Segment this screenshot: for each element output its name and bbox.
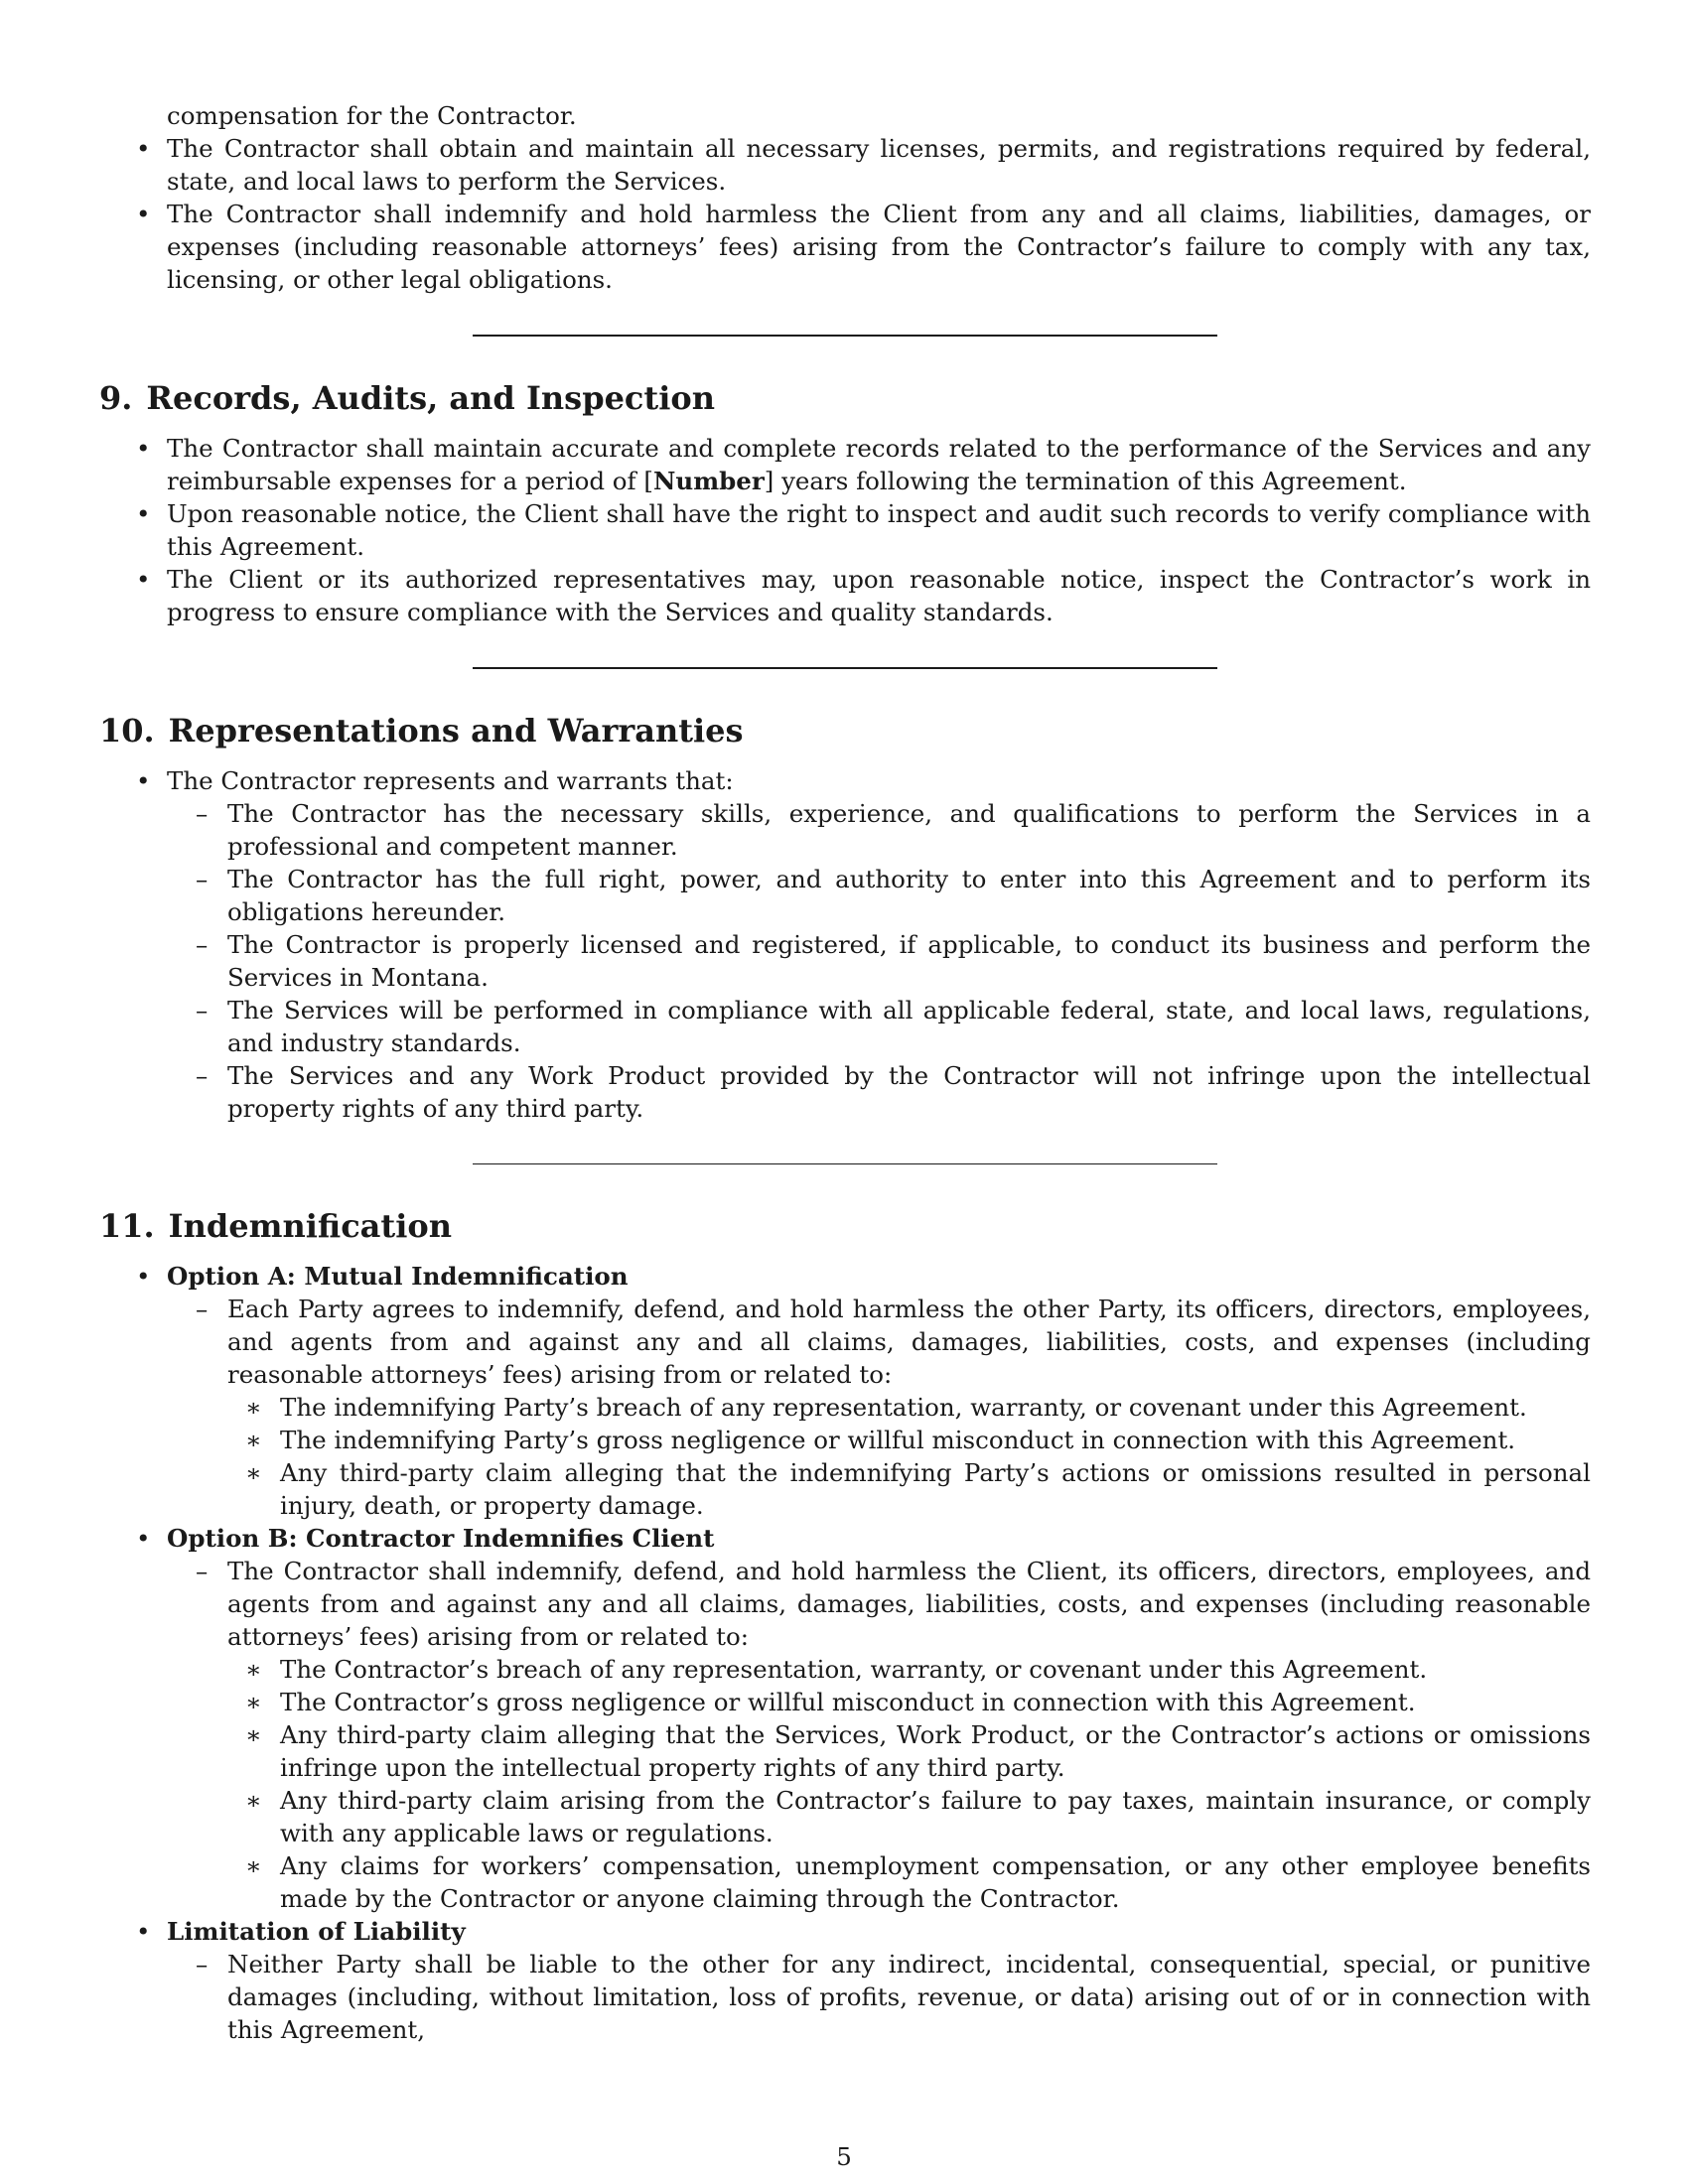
intro-bullet-list	[99, 132, 1591, 296]
subsublist-item: ∗ The indemnifying Party’s breach of any representation, warranty, or covenant under this Agreement.	[245, 1393, 1527, 1422]
subsublist-item: ∗ The Contractor’s breach of any representation, warranty, or covenant under this Agreement.	[245, 1655, 1428, 1684]
list-item: • The Contractor shall indemnify and hold harmless the Client from any and all claims, liabilities, damages, or expenses (including reasonable attorneys’ fees) arising from the Contractor’s failure to comply with any tax, licensing, or other legal obligations.	[136, 200, 1591, 294]
section-10-list	[99, 764, 1591, 1125]
asterisk-icon: ∗	[245, 1786, 262, 1815]
option-b-subsublist	[227, 1653, 1591, 1915]
bullet-icon: •	[136, 134, 151, 163]
sublist-item: – Neither Party shall be liable to the other for any indirect, incidental, consequential, special, or punitive damages (including, without limitation, loss of profits, revenue, or data) arising out of or in connection with this Agreement,	[196, 1950, 1591, 2044]
option-a-heading: Option A: Mutual Indemnification	[167, 1262, 629, 1291]
sublist-item: – Each Party agrees to indemnify, defend, and hold harmless the other Party, its officers, directors, employees, and agents from and against any and all claims, damages, liabilities, costs, and expenses (including reasonable attorneys’ fees) arising from or related to: ∗ The indemnifying Party’s breach of any representation, warranty, or covenant under this Agreement. ∗ The indemnifying Party’s gross negligence or willful misconduct in connection with this Agreement. ∗ Any third-party claim alleging that the indemnifying Party’s actions or omissions resulted in personal injury, death, or property damage.	[196, 1295, 1591, 1520]
limitation-heading: Limitation of Liability	[167, 1917, 466, 1946]
asterisk-icon: ∗	[245, 1720, 262, 1749]
section-9-list	[99, 432, 1591, 628]
asterisk-icon: ∗	[245, 1851, 262, 1880]
bullet-icon: •	[136, 499, 151, 528]
subsublist-item: ∗ Any third-party claim alleging that the Services, Work Product, or the Contractor’s actions or omissions infringe upon the intellectual property rights of any third party.	[245, 1720, 1591, 1782]
dash-icon: –	[196, 996, 209, 1024]
list-item: • The Client or its authorized representatives may, upon reasonable notice, inspect the Contractor’s work in progress to ensure compliance with the Services and quality standards.	[136, 565, 1591, 626]
sublist-item: – The Services will be performed in compliance with all applicable federal, state, and local laws, regulations, and industry standards.	[196, 996, 1591, 1057]
sublist-item: – The Contractor is properly licensed and registered, if applicable, to conduct its business and perform the Services in Montana.	[196, 930, 1591, 992]
section-divider	[473, 667, 1217, 669]
list-item: • The Contractor represents and warrants that: – The Contractor has the necessary skills, experience, and qualifications to perform the Services in a professional and competent manner. – The Contractor has the full right, power, and authority to enter into this Agreement and to perform its obligations hereunder. – The Contractor is properly licensed and registered, if applicable, to conduct its business and perform the Services in Montana. – The Services will be performed in compliance with all applicable federal, state, and local laws, regulations, and industry standards. – The Services and any Work Product provided by the Contractor will not infringe upon the intellectual property rights of any third party.	[136, 766, 1591, 1123]
asterisk-icon: ∗	[245, 1393, 262, 1422]
list-item: • Upon reasonable notice, the Client shall have the right to inspect and audit such records to verify compliance with this Agreement.	[136, 499, 1591, 561]
section-heading-11: 11. Indemnification	[99, 1207, 452, 1245]
dash-icon: –	[196, 1295, 209, 1323]
warranty-sublist	[167, 797, 1591, 1125]
sublist-item: – The Contractor has the necessary skills, experience, and qualifications to perform the Services in a professional and competent manner.	[196, 799, 1591, 861]
option-b-heading: Option B: Contractor Indemnifies Client	[167, 1524, 715, 1553]
dash-icon: –	[196, 865, 209, 893]
list-item: • The Contractor shall obtain and maintain all necessary licenses, permits, and registrations required by federal, state, and local laws to perform the Services.	[136, 134, 1591, 196]
section-divider	[473, 1163, 1217, 1164]
subsublist-item: ∗ Any third-party claim alleging that the indemnifying Party’s actions or omissions resulted in personal injury, death, or property damage.	[245, 1458, 1591, 1520]
section-11-list	[99, 1260, 1591, 2046]
continued-text: compensation for the Contractor.	[167, 101, 577, 130]
bullet-icon: •	[136, 1917, 151, 1946]
option-b-sublist	[167, 1555, 1591, 1915]
asterisk-icon: ∗	[245, 1426, 262, 1454]
sublist-item: – The Services and any Work Product provided by the Contractor will not infringe upon the intellectual property rights of any third party.	[196, 1061, 1591, 1123]
section-heading-10: 10. Representations and Warranties	[99, 712, 744, 750]
bullet-icon: •	[136, 434, 151, 463]
bullet-icon: •	[136, 1262, 151, 1291]
page-content	[99, 99, 1591, 2046]
bullet-icon: •	[136, 200, 151, 228]
dash-icon: –	[196, 1950, 209, 1979]
placeholder-number: Number	[652, 467, 765, 495]
page-number: 5	[836, 2142, 852, 2171]
option-a-subsublist	[227, 1391, 1591, 1522]
list-item: • The Contractor shall maintain accurate and complete records related to the performance of the Services and any reimbursable expenses for a period of [Number] years following the termination of this Agreement.	[136, 434, 1591, 495]
subsublist-item: ∗ The indemnifying Party’s gross negligence or willful misconduct in connection with this Agreement.	[245, 1426, 1516, 1454]
subsublist-item: ∗ Any third-party claim arising from the Contractor’s failure to pay taxes, maintain insurance, or comply with any applicable laws or regulations.	[245, 1786, 1591, 1847]
list-item	[99, 1522, 1591, 1915]
subsublist-item: ∗ Any claims for workers’ compensation, unemployment compensation, or any other employee benefits made by the Contractor or anyone claiming through the Contractor.	[245, 1851, 1591, 1913]
option-a-sublist	[167, 1293, 1591, 1522]
bullet-icon: •	[136, 565, 151, 594]
dash-icon: –	[196, 1061, 209, 1090]
list-item	[99, 1260, 1591, 1522]
dash-icon: –	[196, 799, 209, 828]
section-divider	[473, 335, 1217, 337]
bullet-icon: •	[136, 1524, 151, 1553]
dash-icon: –	[196, 930, 209, 959]
asterisk-icon: ∗	[245, 1688, 262, 1716]
section-heading-9: 9. Records, Audits, and Inspection	[99, 379, 715, 417]
sublist-item: – The Contractor has the full right, power, and authority to enter into this Agreement and to perform its obligations hereunder.	[196, 865, 1591, 926]
asterisk-icon: ∗	[245, 1655, 262, 1684]
limitation-sublist	[167, 1948, 1591, 2046]
list-item	[99, 1915, 1591, 2046]
subsublist-item: ∗ The Contractor’s gross negligence or willful misconduct in connection with this Agreement.	[245, 1688, 1416, 1716]
asterisk-icon: ∗	[245, 1458, 262, 1487]
dash-icon: –	[196, 1557, 209, 1585]
bullet-icon: •	[136, 766, 151, 795]
sublist-item: – The Contractor shall indemnify, defend, and hold harmless the Client, its officers, directors, employees, and agents from and against any and all claims, damages, liabilities, costs, and expenses (including reasonable attorneys’ fees) arising from or related to: ∗ The Contractor’s breach of any representation, warranty, or covenant under this Agreement. ∗ The Contractor’s gross negligence or willful misconduct in connection with this Agreement. ∗ Any third-party claim alleging that the Services, Work Product, or the Contractor’s actions or omissions infringe upon the intellectual property rights of any third party. ∗ Any third-party claim arising from the Contractor’s failure to pay taxes, maintain insurance, or comply with any applicable laws or regulations. ∗ Any claims for workers’ compensation, unemployment compensation, or any other employee benefits made by the Contractor or anyone claiming through the Contractor.	[196, 1557, 1591, 1913]
